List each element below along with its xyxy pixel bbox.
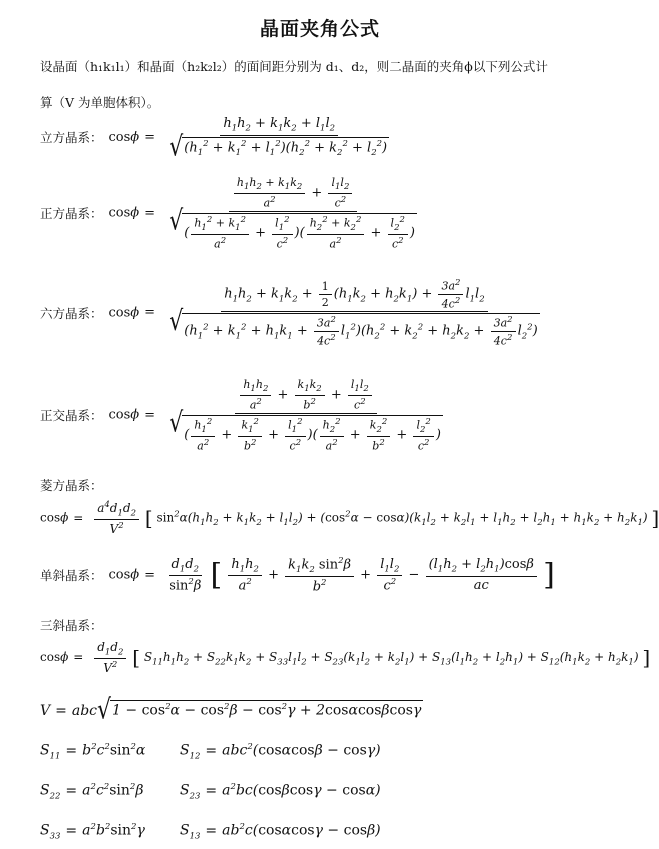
cubic-equation: cosϕ = $h_1h_2 + k_1k_2 + l_1l_2$ √ $(h_1^2 + k_1^2 + l_1^2)(h_2^2 + k_2^2 + l_2^2)$ <box>108 116 388 163</box>
s22-formula: $S_{22} = a^2c^2\sin^2\beta$ <box>40 782 144 802</box>
s11-formula: $S_{11} = b^2c^2\sin^2\alpha$ <box>40 742 146 762</box>
hexagonal-formula <box>40 278 545 348</box>
triclinic-label: 三斜晶系： <box>40 618 103 633</box>
volume-equation: V = abc √ $1 - \cos^2\alpha - \cos^2\beta - \cos^2\gamma + 2\cos\alpha\cos\beta\cos\gamma$ <box>40 694 422 726</box>
rhombohedral-label: 菱方晶系： <box>40 478 103 493</box>
tetragonal-formula <box>40 176 422 250</box>
s33-s13-row <box>40 822 381 841</box>
s11-s12-row <box>40 742 381 761</box>
monoclinic-formula <box>40 556 555 594</box>
tetragonal-equation: cosϕ = $\frac{h_1h_2 + k_1k_2}{a^2}$ + $\frac{l_1l_2}{c^2}$ √ ( $\frac{h_1^2 + k_1^2}{a^2}$ + $\frac{l_1^2}{c^2}$ )( $\frac{h_2^2 + k_2^2}{a^2}$ + $\frac{l_2^2}{c^2}$ ) <box>108 176 415 251</box>
orthorhombic-formula <box>40 378 448 452</box>
orthorhombic-label: 正交晶系： <box>40 408 103 424</box>
s22-s23-row <box>40 782 381 801</box>
s33-formula: $S_{33} = a^2b^2\sin^2\gamma$ <box>40 822 145 842</box>
triclinic-formula <box>40 640 650 675</box>
cubic-formula <box>40 116 394 163</box>
s13-formula: $S_{13} = ab^2c(\cos\alpha\cos\gamma - \cos\beta)$ <box>180 822 381 842</box>
page-title: 晶面夹角公式 <box>259 18 380 40</box>
tetragonal-label: 正方晶系： <box>40 206 103 222</box>
volume-formula <box>40 694 423 726</box>
monoclinic-equation: cosϕ = $\frac{d_1d_2}{\sin^2\beta}$ [ $\frac{h_1h_2}{a^2}$ + $\frac{k_1k_2 \sin^2\beta}{b^2}$ + $\frac{l_1l_2}{c^2}$ − $\frac{(l_1h_2 + l_2h_1)\cos\beta}{ac}$ ] <box>108 556 555 595</box>
hexagonal-equation: cosϕ = $h_1h_2 + k_1k_2$ + $\frac{1}{2}$ $(h_1k_2 + h_2k_1)$ + $\frac{3a^2}{4c^2}$ $l_1l_2$ √ ($h_1^2 + k_1^2 + h_1k_1$ + $\frac{3a^2}{4c^2}$ $l_1^2)(h_2^2 + k_2^2 + h_2k_2$ + $\frac{3a^2}{4c^2}$ $l_2^2$) <box>108 278 538 348</box>
s12-formula: $S_{12} = abc^2(\cos\alpha\cos\beta - \cos\gamma)$ <box>180 742 381 762</box>
hexagonal-label: 六方晶系： <box>40 305 103 321</box>
intro-line-2: 算（V 为单胞体积）。 <box>40 95 160 110</box>
monoclinic-label: 单斜晶系： <box>40 568 103 584</box>
intro-line-1: 设晶面（h₁k₁l₁）和晶面（h₂k₂l₂）的面间距分别为 d₁、d₂，则二晶面的夹角ϕ以下列公式计 <box>40 59 548 74</box>
s23-formula: $S_{23} = a^2bc(\cos\beta\cos\gamma - \cos\alpha)$ <box>180 782 381 802</box>
triclinic-equation: cosϕ = $\frac{d_1d_2}{V^2}$ [ $S_{11}h_1h_2 + S_{22}k_1k_2 + S_{33}l_1l_2 + S_{23}(k_1l_2 + k_2l_1) + S_{13}(l_1h_2 + l_2h_1) + S_{12}(h_1k_2 + h_2k_1)$ ] <box>40 640 651 676</box>
orthorhombic-equation: cosϕ = $\frac{h_1h_2}{a^2}$ + $\frac{k_1k_2}{b^2}$ + $\frac{l_1l_2}{c^2}$ √ ( $\frac{h_1^2}{a^2}$ + $\frac{k_1^2}{b^2}$ + $\frac{l_1^2}{c^2}$ )( $\frac{h_2^2}{a^2}$ + $\frac{k_2^2}{b^2}$ + $\frac{l_2^2}{c^2}$ ) <box>108 378 441 453</box>
rhombohedral-equation: cosϕ = $\frac{a^4d_1d_2}{V^2}$ [ $\sin^2\alpha(h_1h_2 + k_1k_2 + l_1l_2) + (\cos^2\alpha - \cos\alpha)(k_1l_2 + k_2l_1 + l_1h_2 + l_2h_1 + h_1k_2 + h_2k_1)$ ] <box>40 500 659 537</box>
cubic-label: 立方晶系： <box>40 130 103 146</box>
rhombohedral-formula <box>40 500 659 536</box>
